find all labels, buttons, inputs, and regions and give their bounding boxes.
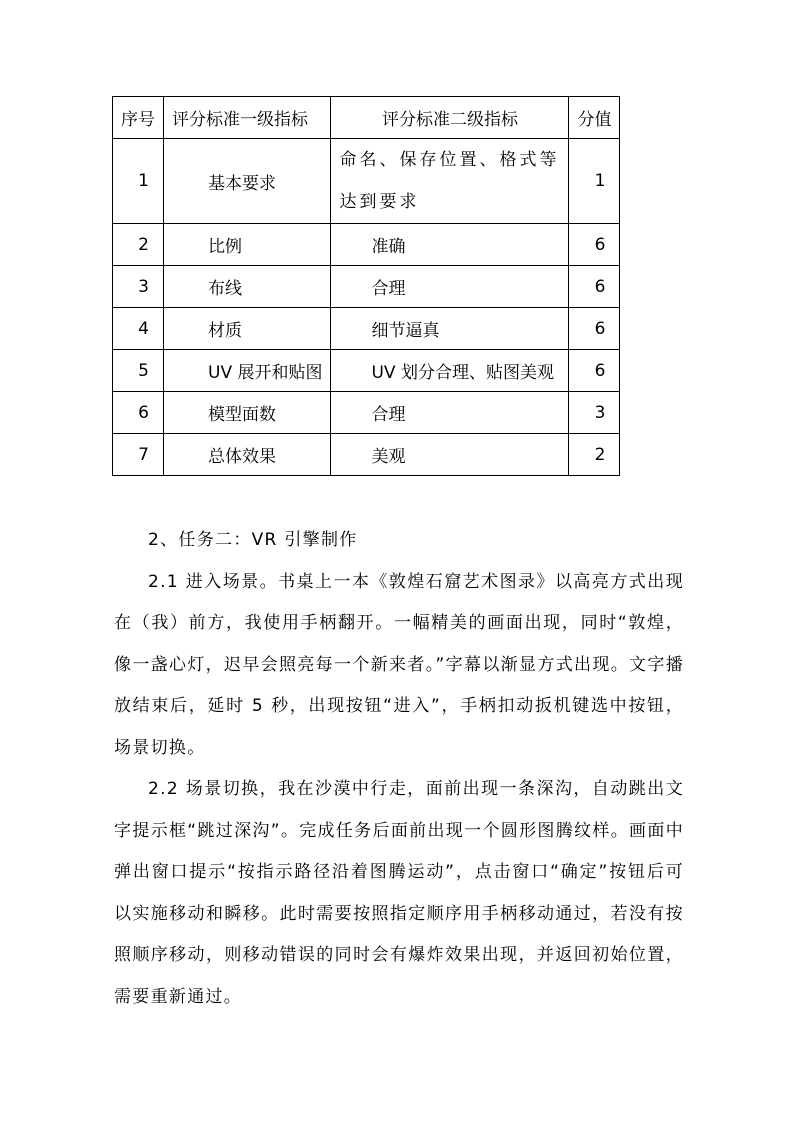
cell-level2: 合理 [331, 266, 569, 308]
cell-level1: 材质 [164, 308, 331, 350]
cell-level1: UV 展开和贴图 [164, 350, 331, 392]
section-heading: 2、任务二：VR 引擎制作 [148, 530, 358, 550]
table-row [113, 266, 620, 308]
cell-score: 6 [569, 224, 620, 266]
table-row [113, 434, 620, 476]
cell-level1: 基本要求 [164, 139, 331, 224]
cell-level2: UV 划分合理、贴图美观 [331, 350, 569, 392]
cell-level2: 美观 [331, 434, 569, 476]
cell-score: 6 [569, 350, 620, 392]
cell-seq: 4 [113, 308, 164, 350]
task-description [114, 520, 684, 1018]
cell-level1: 模型面数 [164, 392, 331, 434]
header-score: 分值 [569, 97, 620, 139]
header-level1: 评分标准一级指标 [164, 97, 331, 139]
cell-seq: 7 [113, 434, 164, 476]
cell-seq: 2 [113, 224, 164, 266]
cell-seq: 5 [113, 350, 164, 392]
cell-score: 1 [569, 139, 620, 224]
table-row [113, 139, 620, 224]
cell-level2: 命名、保存位置、格式等达到要求 [331, 139, 569, 224]
cell-score: 2 [569, 434, 620, 476]
cell-level2: 合理 [331, 392, 569, 434]
table-row [113, 392, 620, 434]
cell-score: 6 [569, 308, 620, 350]
cell-level1: 布线 [164, 266, 331, 308]
paragraph-2-2: 2.2 场景切换，我在沙漠中行走，面前出现一条深沟，自动跳出文字提示框“跳过深沟”。完成任务后面前出现一个圆形图腾纹样。画面中弹出窗口提示“按指示路径沿着图腾运动”，点击窗口“确定”按钮后可以实施移动和瞬移。此时需要按照指定顺序用手柄移动通过，若没有按照顺序移动，则移动错误的同时会有爆炸效果出现，并返回初始位置，需要重新通过。 [114, 779, 684, 1007]
cell-seq: 3 [113, 266, 164, 308]
paragraph-2-1: 2.1 进入场景。书桌上一本《敦煌石窟艺术图录》以高亮方式出现在（我）前方，我使用手柄翻开。一幅精美的画面出现，同时“敦煌，像一盏心灯，迟早会照亮每一个新来者。”字幕以渐显方式出现。文字播放结束后，延时 5 秒，出现按钮“进入”，手柄扣动扳机键选中按钮，场景切换。 [114, 571, 684, 758]
cell-level2: 准确 [331, 224, 569, 266]
table-row [113, 350, 620, 392]
cell-score: 3 [569, 392, 620, 434]
table-header-row [113, 97, 620, 139]
header-level2: 评分标准二级指标 [331, 97, 569, 139]
scoring-criteria-table [112, 96, 620, 476]
cell-level1: 总体效果 [164, 434, 331, 476]
cell-seq: 6 [113, 392, 164, 434]
cell-level1: 比例 [164, 224, 331, 266]
table-row [113, 308, 620, 350]
cell-level2: 细节逼真 [331, 308, 569, 350]
header-seq: 序号 [113, 97, 164, 139]
cell-seq: 1 [113, 139, 164, 224]
table-row [113, 224, 620, 266]
cell-score: 6 [569, 266, 620, 308]
